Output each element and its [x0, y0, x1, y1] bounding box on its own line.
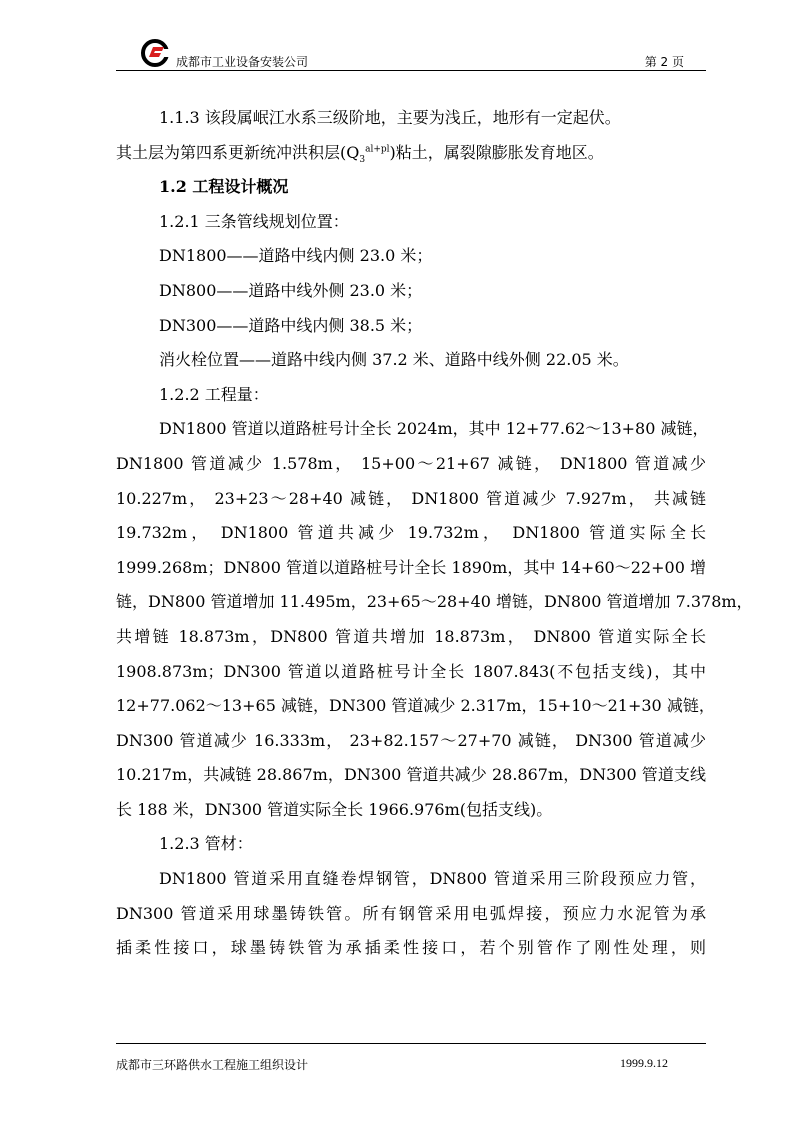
section-heading-1-2-2: 1.2.2 工程量： [159, 384, 269, 404]
quantity-line: 10.217m，共减链 28.867m，DN300 管道共减少 28.867m，DN300 管道支线 [116, 765, 706, 785]
soil-superscript: al+pl [365, 144, 390, 155]
quantity-line: 10.227m， 23+23～28+40 减链， DN1800 管道减少 7.927m， 共减链 [116, 488, 706, 508]
paragraph-1-1-3-line: 1.1.3 该段属岷江水系三级阶地，主要为浅丘，地形有一定起伏。 [159, 108, 621, 127]
quantity-line: 长 188 米，DN300 管道实际全长 1966.976m(包括支线)。 [116, 799, 553, 819]
quantity-line: 链，DN800 管道增加 11.495m，23+65～28+40 增链，DN800 管道增加 7.378m， [116, 592, 753, 612]
material-line: DN300 管道采用球墨铸铁管。所有钢管采用电弧焊接，预应力水泥管为承 [116, 903, 706, 923]
dn300-position: DN300——道路中线内侧 38.5 米； [159, 315, 423, 335]
material-line: DN1800 管道采用直缝卷焊钢管，DN800 管道采用三阶段预应力管， [159, 869, 706, 889]
section-heading-1-2-1: 1.2.1 三条管线规划位置： [159, 211, 349, 231]
soil-text-pre: 其土层为第四系更新统冲洪积层(Q [116, 142, 360, 162]
page-header [116, 38, 706, 71]
paragraph-1-1-3-line-2 [116, 136, 706, 171]
dn1800-position: DN1800——道路中线内侧 23.0 米； [159, 246, 433, 266]
quantity-line: 共增链 18.873m，DN800 管道共增加 18.873m， DN800 管道实际全长 [116, 626, 706, 646]
quantity-line: 19.732m， DN1800 管道共减少 19.732m， DN1800 管道实际全长 [116, 523, 706, 543]
soil-text-post: )粘土，属裂隙膨胀发育地区。 [389, 142, 604, 162]
hydrant-position: 消火栓位置——道路中线内侧 37.2 米、道路中线外侧 22.05 米。 [159, 350, 629, 370]
section-heading-1-2-3: 1.2.3 管材： [159, 834, 253, 854]
company-name: 成都市工业设备安装公司 [176, 55, 309, 69]
quantity-line: DN1800 管道以道路桩号计全长 2024m，其中 12+77.62～13+80 减链， [159, 419, 709, 439]
quantity-line: 1999.268m；DN800 管道以道路桩号计全长 1890m，其中 14+60～22+00 增 [116, 557, 706, 577]
page-footer [116, 1043, 706, 1072]
quantity-line: DN300 管道减少 16.333m， 23+82.157～27+70 减链， DN300 管道减少 [116, 730, 706, 750]
quantity-line: 1908.873m；DN300 管道以道路桩号计全长 1807.843(不包括支线)，其中 [116, 661, 706, 681]
document-title: 成都市三环路供水工程施工组织设计 [116, 1058, 309, 1072]
page-number: 第 2 页 [644, 55, 684, 69]
quantity-line: 12+77.062～13+65 减链，DN300 管道减少 2.317m，15+10～21+30 减链， [116, 696, 715, 716]
soil-subscript: 3 [359, 154, 366, 165]
material-line: 插柔性接口，球墨铸铁管为承插柔性接口，若个别管作了刚性处理，则 [116, 938, 706, 958]
quantity-line: DN1800 管道减少 1.578m， 15+00～21+67 减链， DN1800 管道减少 [116, 453, 706, 473]
company-logo-icon [140, 38, 170, 68]
document-body [116, 101, 753, 966]
document-date: 1999.9.12 [620, 1056, 668, 1070]
section-heading-1-2: 1.2 工程设计概况 [159, 177, 289, 197]
dn800-position: DN800——道路中线外侧 23.0 米； [159, 280, 423, 300]
